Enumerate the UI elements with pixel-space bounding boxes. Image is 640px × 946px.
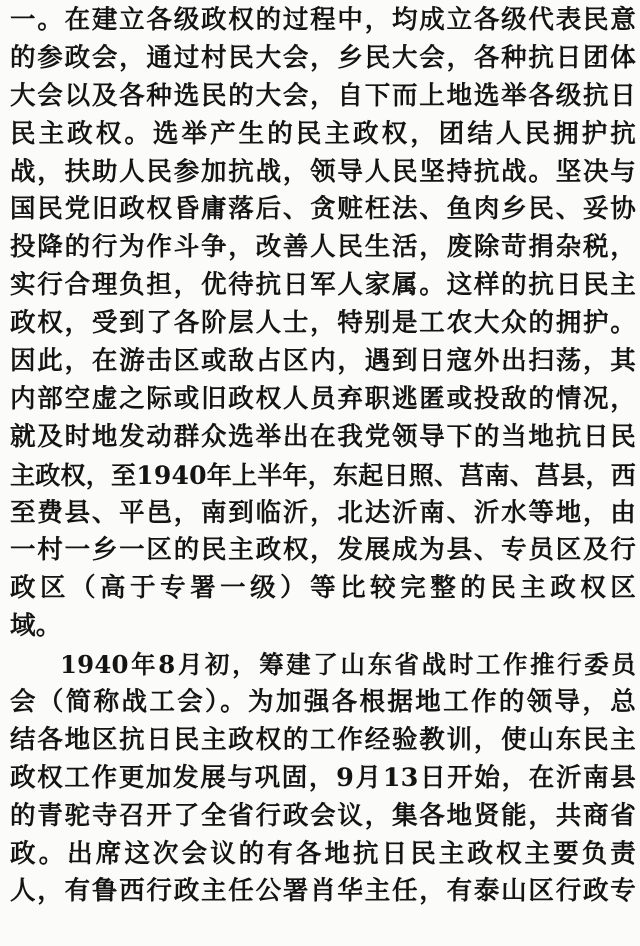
text-line: 结各地区抗日民主政权的工作经验教训，使山东民主 [10, 724, 636, 755]
text-line: 政。出席这次会议的有各地抗日民主政权主要负责 [10, 838, 636, 869]
text-line: 大会以及各种选民的大会，自下而上地选举各级抗日 [10, 80, 636, 111]
text-line: 政权，受到了各阶层人士，特别是工农大众的拥护。 [10, 308, 636, 339]
paragraph-2 [10, 646, 636, 911]
text-line: 一村一乡一区的民主政权，发展成为县、专员区及行 [10, 535, 636, 566]
text-line: 国民党旧政权昏庸落后、贪赃枉法、鱼肉乡民、妥协 [10, 194, 636, 225]
text-line: 的青驼寺召开了全省行政会议，集各地贤能，共商省 [10, 800, 636, 831]
text-line: 政权工作更加发展与巩固，9月13日开始，在沂南县 [10, 762, 636, 793]
text-line: 1940年8月初，筹建了山东省战时工作推行委员 [60, 650, 636, 680]
text-line: 因此，在游击区或敌占区内，遇到日寇外出扫荡，其 [10, 346, 636, 377]
text-line: 一。在建立各级政权的过程中，均成立各级代表民意 [10, 5, 636, 35]
text-line: 会（简称战工会）。为加强各根据地工作的领导，总 [10, 687, 636, 718]
paragraph-1 [10, 2, 636, 646]
text-line: 实行合理负担，优待抗日军人家属。这样的抗日民主 [10, 270, 636, 301]
text-line: 就及时地发动群众选举出在我党领导下的当地抗日民 [10, 421, 636, 452]
text-line: 主政权，至1940年上半年，东起日照、莒南、莒县，西 [10, 459, 636, 490]
text-line: 人，有鲁西行政主任公署肖华主任，有泰山区行政专 [10, 876, 636, 907]
text-line: 政区（高于专署一级）等比较完整的民主政权区 [10, 573, 636, 604]
text-line: 至费县、平邑，南到临沂，北达沂南、沂水等地，由 [10, 497, 636, 528]
text-line: 民主政权。选举产生的民主政权，团结人民拥护抗 [10, 118, 636, 149]
text-line: 投降的行为作斗争，改善人民生活，废除苛捐杂税， [10, 232, 636, 263]
text-line: 的参政会，通过村民大会，乡民大会，各种抗日团体 [10, 42, 636, 73]
text-line: 内部空虚之际或旧政权人员弃职逃匿或投敌的情况， [10, 383, 636, 414]
text-line: 域。 [10, 611, 62, 642]
document-body [10, 2, 636, 911]
text-line: 战，扶助人民参加抗战，领导人民坚持抗战。坚决与 [10, 156, 636, 187]
